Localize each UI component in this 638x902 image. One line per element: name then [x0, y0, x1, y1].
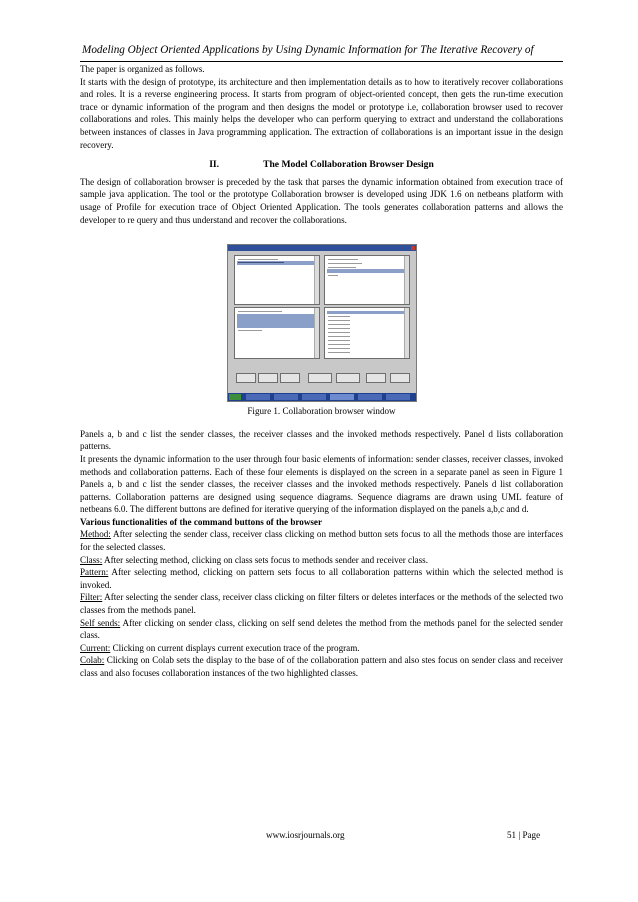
- item-term: Colab:: [80, 655, 105, 666]
- item-text: Clicking on Colab sets the display to the base of of the collaboration pattern and also stes focus on sender class and receiver class and also focuses collaboration instances of the two highlighted classes.: [80, 655, 563, 678]
- item-text: After selecting method, clicking on pattern sets focus to all collaboration patterns within which the selected method is invoked.: [80, 567, 563, 590]
- item-pattern: [80, 566, 563, 591]
- item-term: Method:: [80, 529, 111, 540]
- functionalities-heading: Various functionalities of the command buttons of the browser: [80, 516, 323, 527]
- page-content: [80, 63, 563, 680]
- collaboration-browser-screenshot: [227, 244, 417, 402]
- close-icon: [411, 246, 415, 250]
- item-term: Current:: [80, 642, 111, 653]
- item-current: [80, 642, 563, 655]
- section-title: The Model Collaboration Browser Design: [263, 159, 434, 171]
- item-method: [80, 528, 563, 553]
- colab-button: [390, 373, 410, 383]
- section-paragraph: The design of collaboration browser is preceded by the task that parses the dynamic information obtained from execution trace of sample java application. The tool or the prototype Collaboration browser is developed using JDK 1.6 on netbeans platform with usage of Profile for execution trace of Object Oriented Application. The tools generates collaboration patterns and allows the developer to re query and thus understand and recover the collaborations.: [80, 176, 563, 225]
- item-term: Filter:: [80, 592, 103, 603]
- item-class: [80, 554, 563, 567]
- item-filter: [80, 591, 563, 616]
- header-rule: [80, 61, 563, 62]
- window-titlebar: [228, 245, 416, 251]
- self-sends-button: [336, 373, 360, 383]
- figure-caption: Figure 1. Collaboration browser window: [247, 406, 396, 417]
- item-text: After selecting the sender class, receiver class clicking on method button sets focus to all the methods those are interfaces for the selected classes.: [80, 529, 563, 553]
- item-text: After selecting method, clicking on class sets focus to methods sender and receiver class.: [102, 554, 428, 565]
- footer-page-number: 51 | Page: [507, 830, 541, 840]
- section-number: II.: [209, 159, 220, 171]
- sender-classes-panel: [234, 255, 320, 305]
- after-figure-paragraph-2: It presents the dynamic information to the user through four basic elements of information: sender classes, receiver classes, invoked methods and collaboration patterns. Each of these four elements is displayed on the screen in a separate panel as seen in Figure 1 Panels a, b and c list the sender classes, the receiver classes and the invoked methods respectively. Panels d list collaboration patterns. Collaboration patterns are designed using sequence diagrams. Sequence diagrams are drawn using UML feature of netbeans 6.0. The different buttons are defined for iterative querying of the information displayed on the panels a,b,c and d.: [80, 453, 563, 515]
- item-text: Clicking on current displays current execution trace of the program.: [110, 642, 360, 653]
- running-header: Modeling Object Oriented Applications by Using Dynamic Information for The Iterative Recovery of: [82, 44, 534, 56]
- pattern-button: [280, 373, 300, 383]
- section-heading: [80, 159, 563, 172]
- item-colab: [80, 654, 563, 679]
- item-term: Class:: [80, 554, 103, 565]
- start-icon: [229, 394, 241, 400]
- item-text: After selecting the sender class, receiver class clicking on filter filters or deletes interfaces or the methods of the selected two classes from the methods panel.: [80, 592, 563, 616]
- intro-paragraph-2: It starts with the design of prototype, its architecture and then implementation details as to how to iteratively recover collaborations and roles. It is a reverse engineering process. It starts from program of object-oriented concept, then gets the run-time execution trace or dynamic information of the program and then designs the model or prototype i.e, collaboration browser used to recover collaborations and roles. This mainly helps the developer who can perform querying to extract and understand the collaborations between instances of classes in Java programming application. The extraction of collaborations is an important issue in the design recovery.: [80, 76, 563, 150]
- footer-url: www.iosrjournals.org: [266, 830, 345, 840]
- current-button: [366, 373, 386, 383]
- methods-panel: [234, 307, 320, 359]
- collaboration-patterns-panel: [324, 307, 410, 359]
- item-text: After clicking on sender class, clicking on self send deletes the method from the methods panel for the selected sender class.: [80, 617, 563, 641]
- item-term: Self sends:: [80, 617, 121, 628]
- method-button: [236, 373, 256, 383]
- filter-button: [308, 373, 332, 383]
- intro-paragraph-1: The paper is organized as follows.: [80, 64, 205, 74]
- os-taskbar: [228, 393, 416, 401]
- class-button: [258, 373, 278, 383]
- after-figure-paragraph-1: Panels a, b and c list the sender classes, the receiver classes and the invoked methods respectively. Panel d lists collaboration patterns.: [80, 428, 563, 452]
- item-self-sends: [80, 617, 563, 642]
- item-term: Pattern:: [80, 567, 109, 578]
- receiver-classes-panel: [324, 255, 410, 305]
